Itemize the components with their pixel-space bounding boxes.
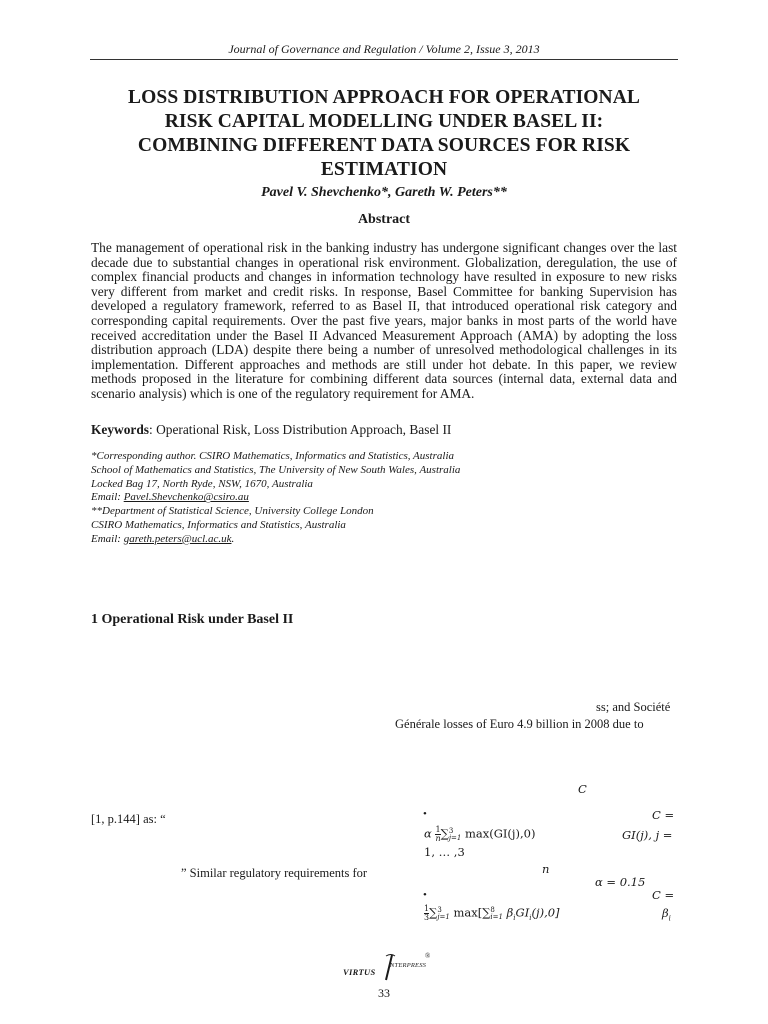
math-formula bbox=[424, 826, 535, 843]
bullet: • bbox=[423, 808, 427, 820]
title-line: ESTIMATION bbox=[320, 159, 448, 180]
math-formula bbox=[424, 905, 560, 922]
math-fragment: 1, … ,3 bbox=[424, 845, 465, 859]
math-numerator: 1 bbox=[424, 904, 430, 913]
math-expression: (j),0] bbox=[531, 905, 560, 920]
math-expression: max(GI(j),0) bbox=[461, 826, 536, 841]
math-sum: ∑ bbox=[440, 826, 449, 841]
email-link[interactable]: gareth.peters@ucl.ac.uk bbox=[123, 532, 232, 545]
math-symbol: β bbox=[662, 906, 669, 920]
math-limits bbox=[449, 828, 462, 842]
text-fragment: [1, p.144] as: “ bbox=[91, 812, 166, 826]
text-fragment: Générale losses of Euro 4.9 billion in 2008 due to bbox=[395, 717, 644, 731]
math-lower: i=1 bbox=[490, 912, 503, 921]
math-symbol: α bbox=[424, 826, 432, 841]
affiliation-line: School of Mathematics and Statistics, The University of New South Wales, Australia bbox=[91, 463, 461, 476]
math-fragment: n bbox=[542, 862, 550, 876]
text-fragment: ss; and Société bbox=[596, 700, 671, 714]
affiliation-line: Locked Bag 17, North Ryde, NSW, 1670, Australia bbox=[91, 477, 313, 490]
email-link[interactable]: Pavel.Shevchenko@csiro.au bbox=[123, 491, 249, 504]
keywords-text: : Operational Risk, Loss Distribution Approach, Basel II bbox=[149, 422, 452, 437]
math-fragment: GI(j), j = bbox=[622, 828, 673, 842]
email-tail: . bbox=[231, 532, 235, 545]
abstract-text: The management of operational risk in the banking industry has undergone significant changes over the last decade due to substantial changes in operational risk environment. Globalization, deregulation, the use of complex financial products and changes in information technology have resulted in exposure to new risks very different from market and credit risks. In response, Basel Committee for banking Supervision has developed a regulatory framework, referred to as Basel II, that introduced operational risk category and corresponding capital requirements. Over the past five years, major banks in most parts of the world have received accreditation under the Basel II Advanced Measurement Approach (AMA) by adopting the loss distribution approach (LDA) despite there being a number of unresolved methodological challenges in its implementation. Different approaches and methods are still under hot debate. In this paper, we review methods proposed in the literature for combining different data sources (internal data, external data and scenario analysis) which is one of the regulatory requirement for AMA. bbox=[91, 240, 677, 401]
email-label: Email: bbox=[91, 532, 124, 545]
affiliation-email-line bbox=[91, 533, 651, 547]
math-fragment: C bbox=[578, 782, 587, 796]
math-upper: 3 bbox=[437, 905, 442, 914]
math-limits bbox=[437, 907, 450, 921]
registered-mark: ® bbox=[425, 952, 431, 960]
keywords bbox=[91, 422, 451, 438]
math-sum: ∑ bbox=[429, 905, 438, 920]
math-subscript: i bbox=[529, 913, 532, 922]
math-symbol: β bbox=[502, 905, 514, 920]
math-subscript: i bbox=[668, 914, 671, 923]
affiliation-line: *Corresponding author. CSIRO Mathematics, Informatics and Statistics, Australia bbox=[91, 450, 455, 462]
logo-text: NTERPRESS bbox=[390, 962, 427, 969]
affiliation-email-line bbox=[91, 491, 651, 505]
email-label: Email: bbox=[91, 491, 124, 504]
math-fragment: α = 0.15 bbox=[595, 875, 646, 889]
math-fragment bbox=[662, 906, 671, 922]
math-limits bbox=[490, 907, 503, 921]
math-expression: max[∑ bbox=[449, 905, 491, 920]
math-fragment: C = bbox=[652, 808, 675, 822]
authors: Pavel V. Shevchenko*, Gareth W. Peters** bbox=[261, 185, 507, 200]
logo-text: VIRTUS bbox=[343, 967, 376, 977]
math-upper: 8 bbox=[490, 905, 495, 914]
text-fragment: ” Similar regulatory requirements for bbox=[181, 866, 368, 880]
math-symbol: GI bbox=[515, 905, 530, 920]
paper-title bbox=[100, 86, 668, 182]
abstract-heading: Abstract bbox=[357, 212, 411, 227]
title-line: COMBINING DIFFERENT DATA SOURCES FOR RISK bbox=[137, 135, 631, 156]
header-rule bbox=[90, 59, 678, 60]
page-number: 33 bbox=[378, 986, 390, 1000]
title-line: RISK CAPITAL MODELLING UNDER BASEL II: bbox=[164, 111, 604, 132]
journal-header: Journal of Governance and Regulation / Volume 2, Issue 3, 2013 bbox=[228, 42, 540, 56]
affiliations bbox=[91, 450, 651, 547]
math-lower: j=1 bbox=[437, 912, 450, 921]
bullet: • bbox=[423, 889, 427, 901]
math-fragment: C = bbox=[652, 888, 675, 902]
math-lower: j=1 bbox=[448, 833, 462, 842]
math-denominator: 3 bbox=[424, 913, 430, 922]
keywords-label: Keywords bbox=[91, 422, 150, 437]
affiliation-line: **Department of Statistical Science, University College London bbox=[91, 505, 374, 518]
math-numerator: 1 bbox=[435, 825, 441, 834]
section-heading: 1 Operational Risk under Basel II bbox=[91, 612, 294, 627]
math-upper: 3 bbox=[448, 826, 454, 835]
title-line: LOSS DISTRIBUTION APPROACH FOR OPERATIONAL bbox=[128, 87, 640, 108]
math-denominator: n bbox=[435, 834, 441, 843]
math-subscript: i bbox=[513, 913, 516, 922]
affiliation-line: CSIRO Mathematics, Informatics and Statistics, Australia bbox=[91, 518, 346, 531]
publisher-logo bbox=[343, 953, 433, 983]
